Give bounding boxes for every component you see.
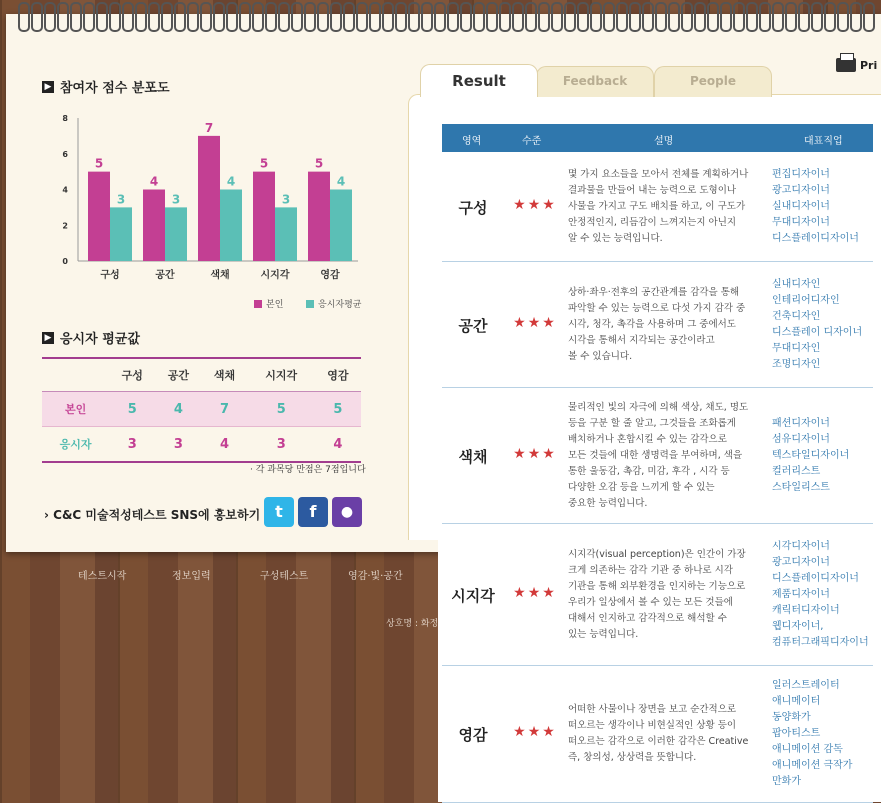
nav-info-input[interactable]: 정보입력 — [172, 571, 211, 582]
result-area: 색채 — [458, 447, 488, 466]
description-line: 떠오르는 감각으로 이러한 감각은 Creative — [568, 736, 749, 747]
result-row — [442, 524, 873, 666]
cell-value: 3 — [155, 427, 201, 463]
bar-data-label: 5 — [314, 156, 324, 171]
job-link[interactable]: 애니메이터 — [772, 696, 821, 707]
average-section-title — [42, 328, 140, 347]
job-link[interactable]: 제품디자이너 — [772, 588, 830, 600]
x-tick-label: 시지각 — [260, 270, 290, 281]
tab-people[interactable]: People — [654, 66, 772, 97]
description-line: 떠오르는 생각이나 비현실적인 상황 등이 — [568, 720, 737, 731]
twitter-icon: t — [275, 502, 283, 521]
job-link[interactable]: 건축디자인 — [772, 310, 821, 322]
twitter-share-button[interactable] — [264, 497, 294, 527]
facebook-share-button[interactable] — [298, 497, 328, 527]
description-line: 등을 구분 할 줄 알고, 그것들을 조화롭게 — [568, 417, 736, 429]
job-link[interactable]: 스타일리스트 — [772, 481, 830, 493]
description-line: 시각을 통해서 지각되는 공간이라고 — [568, 334, 715, 346]
table-row — [42, 392, 361, 427]
job-link[interactable]: 애니메이션 감독 — [772, 744, 843, 755]
y-tick-label: 6 — [62, 149, 68, 159]
average-title-text: 응시자 평균값 — [60, 332, 140, 347]
star-rating: ★★★ — [513, 314, 557, 331]
bar-self — [308, 172, 330, 261]
nav-inspiration[interactable]: 영감·빛·공간 — [348, 571, 403, 582]
sns-share-text: C&C 미술적성테스트 SNS에 홍보하기 — [53, 508, 261, 522]
description-line: 통한 울동감, 촉감, 미감, 후각 , 시각 등 — [568, 465, 730, 477]
chevron-right-icon: › — [44, 508, 49, 522]
bar-self — [198, 136, 220, 261]
arrow-icon: ▶ — [42, 81, 54, 93]
star-rating: ★★★ — [513, 197, 557, 213]
result-row — [442, 666, 873, 803]
cell-value: 3 — [248, 427, 315, 463]
description-line: 배치하거나 혼합시킬 수 있는 감각으로 — [568, 433, 727, 445]
bar-average — [220, 190, 242, 262]
star-rating: ★★★ — [513, 445, 557, 462]
description-line: 시지각(visual perception)은 인간이 가장 — [568, 548, 746, 560]
legend-self — [254, 297, 283, 310]
description-line: 볼 수 있습니다. — [568, 350, 633, 362]
result-area: 공간 — [458, 316, 488, 335]
bar-data-label: 3 — [281, 192, 291, 207]
description-line: 있는 능력입니다. — [568, 628, 639, 640]
kakao-share-button[interactable] — [332, 497, 362, 527]
header-level: 수준 — [522, 136, 542, 147]
job-link[interactable]: 컬러리스트 — [772, 465, 821, 477]
header-description: 설명 — [654, 136, 674, 147]
description-line: 물리적인 빛의 자극에 의해 색상, 채도, 명도 — [568, 401, 749, 413]
description-line: 상하·좌우·전후의 공간관계를 감각을 통해 — [568, 286, 740, 298]
star-rating: ★★★ — [513, 724, 557, 740]
legend-average — [306, 297, 361, 310]
result-area: 시지각 — [451, 586, 495, 605]
result-jobs — [772, 539, 873, 651]
bar-data-label: 3 — [171, 192, 181, 207]
bar-data-label: 4 — [226, 174, 236, 189]
job-link[interactable]: 섬유디자이너 — [772, 433, 830, 445]
job-link[interactable]: 인테리어디자인 — [772, 294, 840, 306]
header-jobs: 대표직업 — [804, 136, 843, 147]
job-link[interactable]: 광고디자이너 — [772, 556, 830, 568]
result-jobs — [772, 167, 873, 247]
job-link[interactable]: 무대디자인 — [772, 342, 821, 354]
x-tick-label: 영감 — [320, 270, 340, 281]
header-area: 영역 — [462, 136, 482, 147]
avg-header: 시지각 — [248, 358, 315, 392]
cell-value: 3 — [109, 427, 155, 463]
avg-header: 색채 — [201, 358, 247, 392]
result-row — [442, 388, 873, 524]
legend-average-label: 응시자평균 — [318, 300, 362, 310]
cell-value: 4 — [201, 427, 247, 463]
job-link[interactable]: 편집디자이너 — [772, 169, 830, 180]
footer-company: 상호명 : 화정 — [386, 619, 439, 629]
job-link[interactable]: 디스플레이디자이너 — [772, 233, 859, 244]
job-link[interactable]: 일러스트레이터 — [772, 680, 840, 691]
description-line: 몇 가지 요소들을 모아서 전체를 계획하거나 — [568, 169, 749, 180]
cell-value: 4 — [155, 392, 201, 427]
nav-composition-test[interactable]: 구성테스트 — [260, 571, 309, 582]
legend-self-swatch — [254, 300, 262, 308]
y-tick-label: 8 — [62, 114, 68, 123]
table-row — [42, 427, 361, 463]
job-link[interactable]: 실내디자이너 — [772, 201, 830, 212]
description-line: 다양한 오감 등을 느끼게 할 수 있는 — [568, 481, 715, 493]
bar-data-label: 5 — [259, 156, 269, 171]
job-link[interactable]: 조명디자인 — [772, 358, 821, 370]
job-link[interactable]: 동양화가 — [772, 712, 811, 723]
job-link[interactable]: 광고디자이너 — [772, 185, 830, 196]
job-link[interactable]: 텍스타일디자이너 — [772, 449, 850, 461]
job-link[interactable]: 실내디자인 — [772, 278, 821, 290]
job-link[interactable]: 시각디자이너 — [772, 540, 830, 552]
description-line: 크게 의존하는 감각 기관 중 하나로 시각 — [568, 564, 733, 576]
job-link[interactable]: 캐릭터디자이너 — [772, 604, 840, 616]
cell-value: 5 — [315, 392, 361, 427]
legend-self-label: 본인 — [266, 300, 284, 310]
bar-self — [253, 172, 275, 261]
distribution-section-title — [42, 77, 170, 96]
y-tick-label: 4 — [62, 185, 68, 195]
arrow-icon: ▶ — [42, 332, 54, 344]
x-tick-label: 색채 — [210, 270, 230, 281]
cell-value: 4 — [315, 427, 361, 463]
job-link[interactable]: 패션디자이너 — [772, 417, 830, 429]
job-link[interactable]: 컴퓨터그래픽디자이너 — [772, 636, 869, 648]
job-link[interactable]: 무대디자이너 — [772, 217, 830, 228]
result-description — [568, 167, 764, 247]
result-jobs — [772, 416, 873, 496]
avg-header: 공간 — [155, 358, 201, 392]
print-button[interactable] — [836, 58, 877, 72]
bar-average — [165, 207, 187, 261]
description-line: 파악할 수 있는 능력으로 다섯 가지 감각 중 — [568, 302, 746, 314]
row-label: 본인 — [42, 392, 109, 427]
result-description — [568, 285, 764, 365]
result-area: 구성 — [458, 199, 488, 217]
kakao-icon: ● — [340, 504, 354, 520]
result-description — [568, 547, 764, 643]
star-rating: ★★★ — [513, 584, 557, 601]
job-link[interactable]: 웹디자이너, — [772, 620, 824, 632]
bar-data-label: 7 — [204, 120, 214, 135]
description-line: 알 수 있는 능력입니다. — [568, 233, 663, 244]
row-label: 응시자 — [42, 427, 109, 463]
score-note: · 각 과목당 만점은 7점입니다 — [250, 465, 366, 475]
avg-header — [42, 358, 109, 392]
bar-data-label: 5 — [94, 156, 104, 171]
description-line: 시각, 청각, 촉각을 사용하며 그 중에서도 — [568, 318, 736, 330]
legend-average-swatch — [306, 300, 314, 308]
print-label: Pri — [860, 58, 878, 72]
cell-value: 7 — [201, 392, 247, 427]
description-line: 우리가 일상에서 볼 수 있는 모든 것들에 — [568, 596, 733, 608]
printer-icon — [836, 58, 856, 72]
result-jobs — [772, 678, 873, 790]
bar-self — [88, 172, 110, 261]
description-line: 모든 것들에 대한 생명력을 부여하며, 색을 — [568, 449, 743, 461]
bar-data-label: 3 — [116, 192, 126, 207]
result-table-header — [442, 124, 873, 152]
result-row — [442, 262, 873, 388]
bar-average — [110, 207, 132, 261]
avg-header: 영감 — [315, 358, 361, 392]
description-line: 기관을 통해 외부환경을 인지하는 기능으로 — [568, 580, 746, 592]
cell-value: 5 — [109, 392, 155, 427]
facebook-icon: f — [309, 502, 317, 521]
x-tick-label: 구성 — [100, 270, 120, 281]
x-tick-label: 공간 — [155, 270, 175, 281]
job-link[interactable]: 디스플레이디자이너 — [772, 572, 859, 584]
description-line: 대해서 인지하고 감각적으로 해석할 수 — [568, 612, 727, 624]
description-line: 결과물을 만들어 내는 능력으로 도형이나 — [568, 185, 737, 196]
average-table — [42, 357, 361, 463]
job-link[interactable]: 팝아티스트 — [772, 728, 821, 739]
job-link[interactable]: 애니메이션 극작가 — [772, 760, 853, 771]
y-tick-label: 2 — [62, 221, 68, 231]
description-line: 즉, 창의성, 상상력을 뜻합니다. — [568, 752, 697, 763]
description-line: 중요한 능력입니다. — [568, 497, 648, 509]
bar-self — [143, 190, 165, 262]
job-link[interactable]: 만화가 — [772, 776, 801, 787]
result-area: 영감 — [458, 726, 488, 744]
sns-share-label — [44, 506, 260, 523]
result-description — [568, 400, 764, 512]
tab-feedback[interactable]: Feedback — [536, 66, 654, 97]
description-line: 안정적인지, 리듬감이 느껴지는지 아닌지 — [568, 217, 737, 228]
result-jobs — [772, 277, 873, 373]
tab-result[interactable]: Result — [420, 64, 538, 97]
job-link[interactable]: 디스플레이 디자이너 — [772, 326, 863, 338]
bar-data-label: 4 — [336, 174, 346, 189]
result-description — [568, 702, 764, 766]
bar-average — [330, 190, 352, 262]
nav-test-start[interactable]: 테스트시작 — [78, 571, 127, 582]
description-line: 어떠한 사물이나 장면을 보고 순간적으로 — [568, 704, 737, 715]
distribution-title-text: 참여자 점수 분포도 — [60, 81, 170, 96]
y-tick-label: 0 — [62, 257, 68, 266]
bar-data-label: 4 — [149, 174, 159, 189]
bar-average — [275, 207, 297, 261]
description-line: 사물을 가지고 구도 배치를 하고, 이 구도가 — [568, 201, 746, 212]
avg-header: 구성 — [109, 358, 155, 392]
cell-value: 5 — [248, 392, 315, 427]
score-distribution-chart — [40, 105, 365, 290]
result-row — [442, 153, 873, 262]
